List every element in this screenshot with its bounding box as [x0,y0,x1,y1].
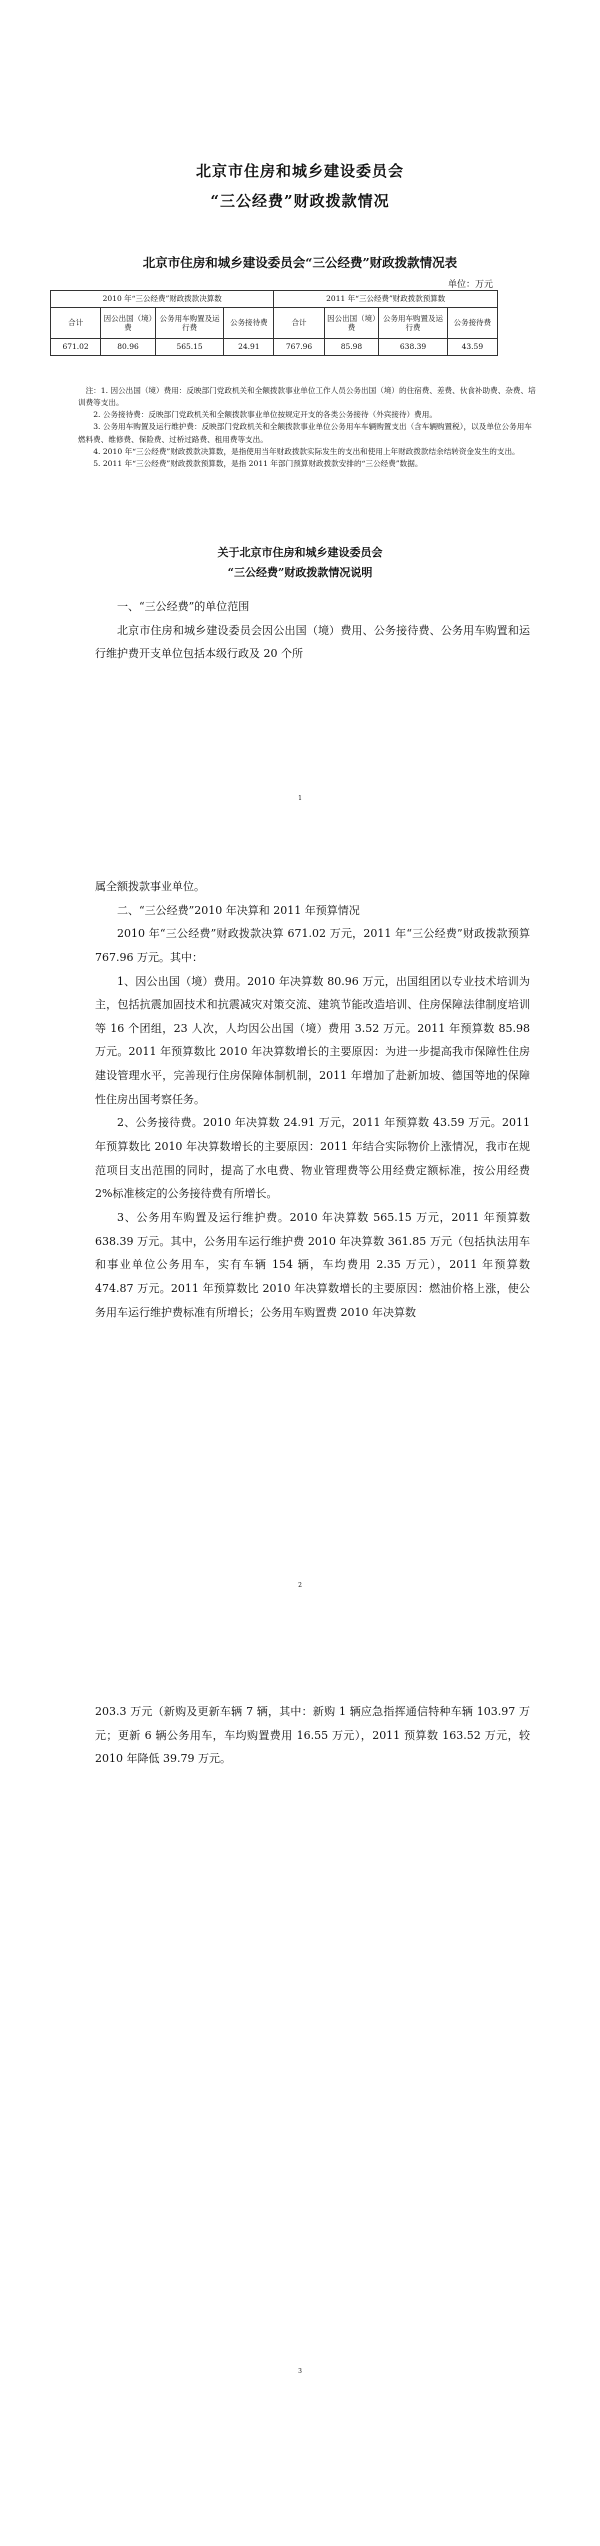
table-row [51,339,498,356]
note-4: 4. 2010 年“三公经费”财政拨款决算数，是指使用当年财政拨款实际发生的支出和使用上年财政拨款结余结转资金发生的支出。 [93,446,520,456]
page-number: 2 [298,1582,302,1589]
paragraph-scope: 北京市住房和城乡建设委员会因公出国（境）费用、公务接待费、公务用车购置和运行维护费开支单位包括本级行政及 20 个所 [95,623,530,661]
cell-2011-total: 767.96 [274,339,324,356]
section-title [0,543,600,584]
paragraph-reception: 2、公务接待费。2010 年决算数 24.91 万元，2011 年预算数 43.59 万元。2011 年预算数比 2010 年决算数增长的主要原因：2011 年结合实际物价上涨情况，我市在规范项目支出范围的同时，提高了水电费、物业管理费等公用经费定额标准，按公用经费 2%标准核定的公务接待费有所增长。 [95,1116,530,1201]
funding-table [50,290,498,356]
table-column-header-row [51,308,498,339]
table-notes [78,385,538,470]
cell-2010-overseas: 80.96 [101,339,156,356]
col-header-overseas: 因公出国（境）费 [324,308,379,339]
section-title-line1: 关于北京市住房和城乡建设委员会 [217,546,383,559]
col-header-overseas: 因公出国（境）费 [101,308,156,339]
paragraph-vehicle-continued: 203.3 万元（新购及更新车辆 7 辆，其中：新购 1 辆应急指挥通信特种车辆 103.97 万元；更新 6 辆公务用车，车均购置费用 16.55 万元），2011 预算数 163.52 万元，较 2010 年降低 39.79 万元。 [95,1705,530,1766]
col-header-reception: 公务接待费 [447,308,497,339]
col-header-vehicle: 公务用车购置及运行费 [155,308,223,339]
table-title: 北京市住房和城乡建设委员会“三公经费”财政拨款情况表 [142,255,458,270]
paragraph-vehicle: 3、公务用车购置及运行维护费。2010 年决算数 565.15 万元，2011 年预算数 638.39 万元。其中，公务用车运行维护费 2010 年决算数 361.85 万元（包括执法用车和事业单位公务用车，实有车辆 154 辆，车均费用 2.35 万元），2011 年预算数 474.87 万元。2011 年预算数比 2010 年决算数增长的主要原因：燃油价格上涨，使公务用车运行维护费标准有所增长；公务用车购置费 2010 年决算数 [95,1210,530,1319]
cell-2011-reception: 43.59 [447,339,497,356]
col-header-total: 合计 [51,308,101,339]
col-header-vehicle: 公务用车购置及运行费 [379,308,447,339]
unit-label: 单位：万元 [448,280,494,290]
paragraph-summary: 2010 年“三公经费”财政拨款决算 671.02 万元，2011 年“三公经费”财政拨款预算 767.96 万元。其中： [95,927,530,964]
note-5: 5. 2011 年“三公经费”财政拨款预算数，是指 2011 年部门预算财政拨款安排的“三公经费”数据。 [93,458,423,468]
heading-scope: 一、“三公经费”的单位范围 [117,600,250,613]
page1-body [95,595,530,666]
page3-body [95,1700,530,1771]
page-number: 3 [298,2368,302,2375]
page-number: 1 [298,795,302,802]
document-title-line1: 北京市住房和城乡建设委员会 [195,162,404,180]
heading-budget: 二、“三公经费”2010 年决算和 2011 年预算情况 [117,903,360,917]
cell-2010-total: 671.02 [51,339,101,356]
table-group-header-row [51,291,498,308]
note-1: 注：1. 因公出国（境）费用：反映部门党政机关和全额拨款事业单位工作人员公务出国（境）的住宿费、差费、伙食补助费、杂费、培训费等支出。 [78,386,536,408]
group-header-2010: 2010 年“三公经费”财政拨款决算数 [51,291,274,308]
document-title-line2: “三公经费”财政拨款情况 [210,192,390,210]
note-3: 3. 公务用车购置及运行维护费：反映部门党政机关和全额拨款事业单位公务用车车辆购置支出（含车辆购置税），以及单位公务用车燃料费、维修费、保险费、过桥过路费、租用费等支出。 [78,422,532,444]
page2-body [95,875,530,1324]
group-header-2011: 2011 年“三公经费”财政拨款预算数 [274,291,498,308]
section-title-line2: “三公经费”财政拨款情况说明 [227,566,373,580]
cell-2010-reception: 24.91 [224,339,274,356]
note-2: 2. 公务接待费：反映部门党政机关和全额拨款事业单位按规定开支的各类公务接待（外宾接待）费用。 [93,410,437,420]
col-header-reception: 公务接待费 [224,308,274,339]
cell-2011-vehicle: 638.39 [379,339,447,356]
paragraph-overseas: 1、因公出国（境）费用。2010 年决算数 80.96 万元，出国组团以专业技术培训为主，包括抗震加固技术和抗震减灾对策交流、建筑节能改造培训、住房保障法律制度培训等 16 个团组，23 人次，人均因公出国（境）费用 3.52 万元。2011 年预算数 85.98 万元。2011 年预算数比 2010 年决算数增长的主要原因：为进一步提高我市保障性住房建设管理水平，完善现行住房保障体制机制，2011 年增加了赴新加坡、德国等地的保障性住房出国考察任务。 [95,974,530,1106]
cell-2010-vehicle: 565.15 [155,339,223,356]
paragraph-scope-continued: 属全额拨款事业单位。 [95,880,205,893]
col-header-total: 合计 [274,308,324,339]
cell-2011-overseas: 85.98 [324,339,379,356]
